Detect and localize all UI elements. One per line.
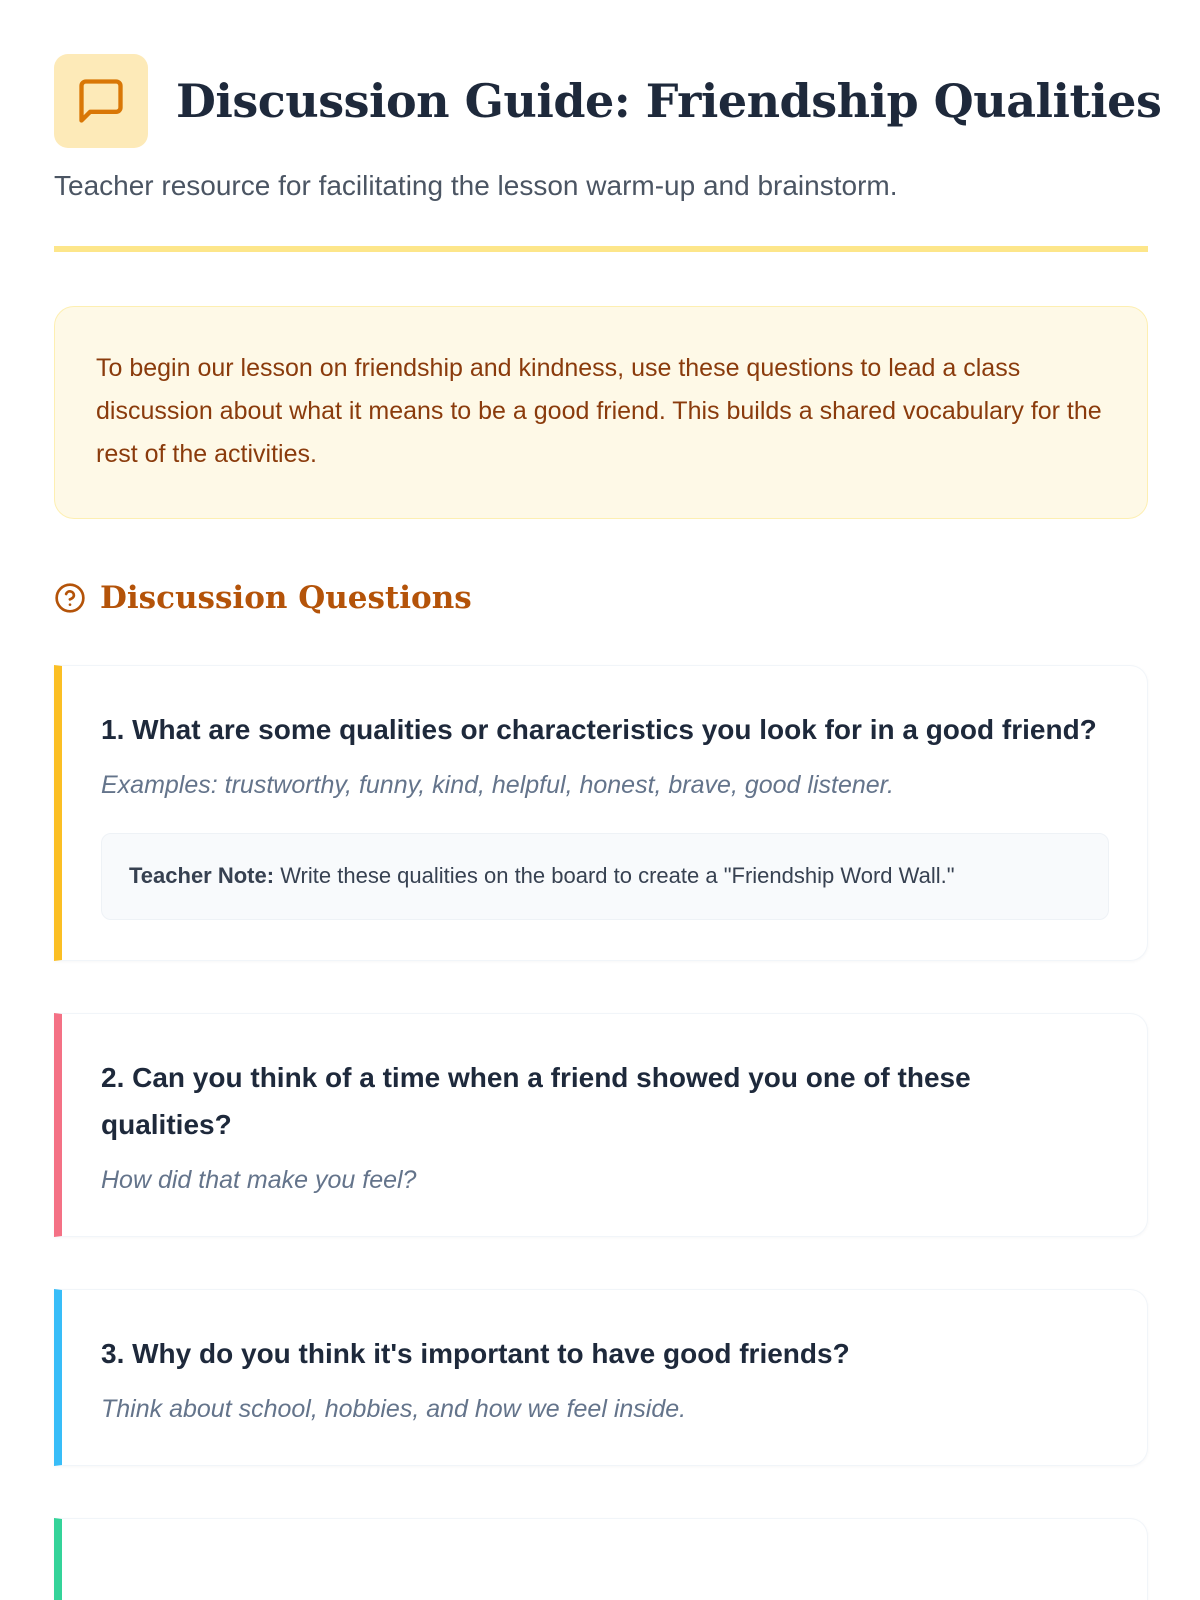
question-circle-icon xyxy=(54,582,86,614)
discussion-guide-page xyxy=(54,54,1162,1600)
teacher-note-text: Write these qualities on the board to create a "Friendship Word Wall." xyxy=(274,863,955,888)
page-subtitle: Teacher resource for facilitating the lesson warm-up and brainstorm. xyxy=(54,170,898,201)
question-hint: Think about school, hobbies, and how we feel inside. xyxy=(101,1395,687,1423)
header-divider xyxy=(54,246,1148,252)
question-text: 3. Why do you think it's important to have good friends? xyxy=(101,1338,850,1369)
page-title: Discussion Guide: Friendship Qualities xyxy=(176,74,1162,128)
question-card-4 xyxy=(54,1518,1148,1600)
question-hint: How did that make you feel? xyxy=(101,1166,417,1194)
intro-callout xyxy=(54,306,1148,519)
page-header xyxy=(54,54,1162,148)
question-text: 1. What are some qualities or characteristics you look for in a good friend? xyxy=(101,714,1097,745)
section-title: Discussion Questions xyxy=(100,580,472,616)
teacher-note xyxy=(101,833,1109,920)
section-heading xyxy=(54,576,1148,620)
intro-text: To begin our lesson on friendship and kindness, use these questions to lead a class discussion about what it means to be a good friend. This builds a shared vocabulary for the rest of the activities. xyxy=(96,354,1102,468)
question-card-2 xyxy=(54,1013,1148,1237)
question-card-1 xyxy=(54,665,1148,961)
question-text: 2. Can you think of a time when a friend showed you one of these qualities? xyxy=(101,1062,971,1140)
chat-bubble-icon xyxy=(54,54,148,148)
question-hint: Examples: trustworthy, funny, kind, helpful, honest, brave, good listener. xyxy=(101,771,895,799)
teacher-note-label: Teacher Note: xyxy=(129,863,275,888)
question-card-3 xyxy=(54,1289,1148,1466)
